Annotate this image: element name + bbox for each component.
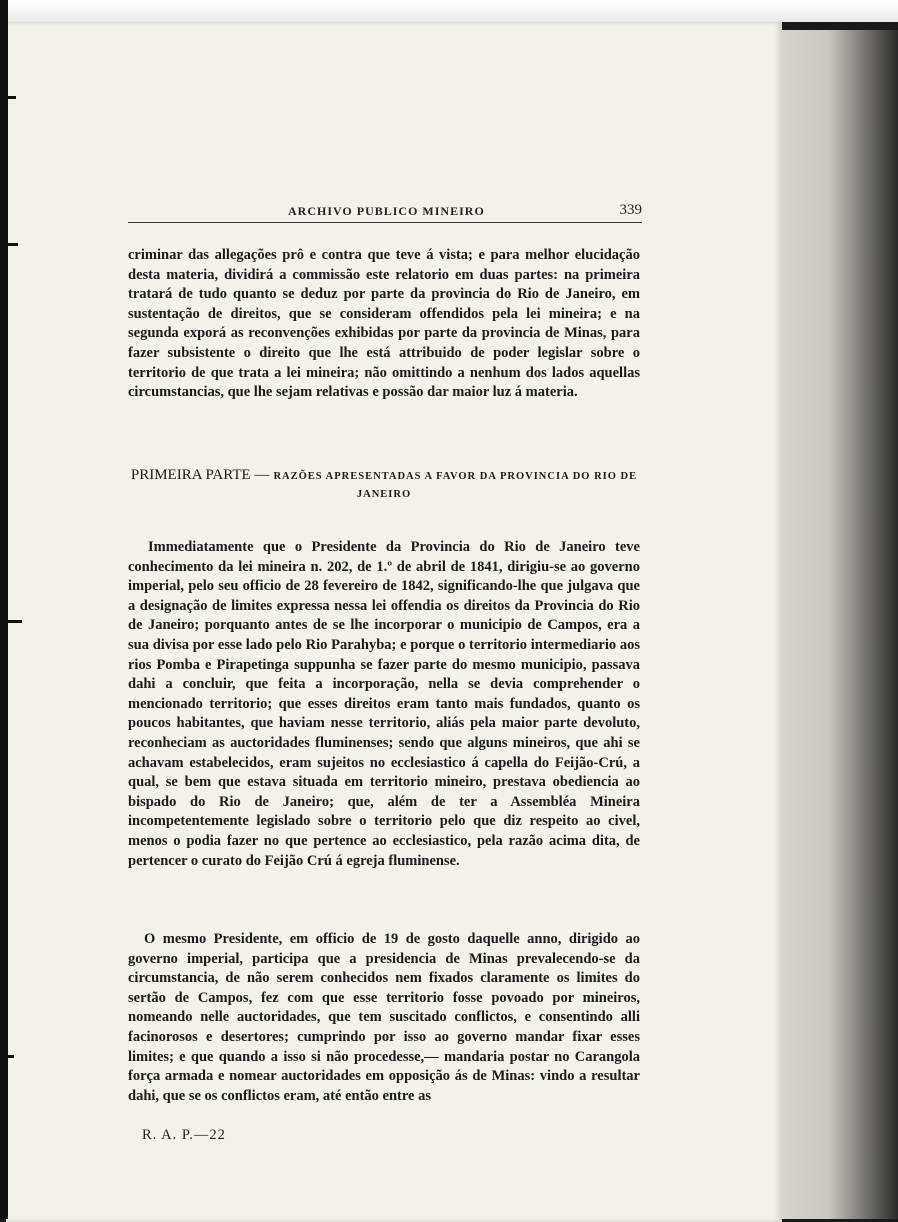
signature-mark: R. A. P.—22 bbox=[142, 1127, 226, 1143]
body-paragraph: criminar das allegações prô e contra que teve á vista; e para melhor elucidação desta materia, dividirá a commissão este relatorio em duas partes: na primeira tratará de tudo quanto se deduz por parte da provincia do Rio de Janeiro, em sustentação de direitos, que se consideram offendidos pela lei mineira; e na segunda exporá as reconvenções exhibidas por parte da provincia de Minas, para fazer subsistente o direito que lhe está attribuido de poder legislar sobre o territorio de que trata a lei mineira; não omittindo a nenhum dos lados aquellas circumstancias, que lhe sejam relativas e possão dar maior luz á materia. bbox=[128, 247, 640, 401]
scan-right-edge bbox=[782, 30, 898, 1219]
scan-top-edge bbox=[0, 0, 898, 22]
scan-left-edge bbox=[0, 0, 8, 1219]
section-heading-title: RAZÕES APRESENTADAS A FAVOR DA PROVINCIA DO RIO DE JANEIRO bbox=[273, 471, 638, 500]
margin-mark bbox=[0, 620, 22, 623]
page-header bbox=[128, 200, 642, 223]
section-heading-lead: PRIMEIRA PARTE — bbox=[130, 467, 270, 483]
margin-mark bbox=[0, 96, 16, 99]
margin-mark bbox=[0, 1055, 14, 1058]
running-title: ARCHIVO PUBLICO MINEIRO bbox=[288, 204, 485, 218]
body-paragraph: O mesmo Presidente, em officio de 19 de gosto daquelle anno, dirigido ao governo imperial, participa que a presidencia de Minas prevalecendo-se da circumstancia, de não serem conhecidos nem fixados claramente os limites do sertão de Campos, fez com que esse territorio fosse povoado por mineiros, nomeando nelle auctoridades, que tem suscitado conflictos, e consentindo alli facinorosos e desertores; cumprindo por isso ao governo mandar fixar esses limites; e que quando a isso si não procedesse,— mandaria postar no Carangola força armada e nomear auctoridades em opposição ás de Minas: vindo a resultar dahi, que se os conflictos eram, até então entre as bbox=[128, 931, 640, 1104]
margin-mark bbox=[0, 243, 18, 246]
page-number: 339 bbox=[619, 202, 642, 218]
section-heading bbox=[128, 466, 640, 502]
body-paragraph: Immediatamente que o Presidente da Provincia do Rio de Janeiro teve conhecimento da lei mineira n. 202, de 1.º de abril de 1841, dirigiu-se ao governo imperial, pelo seu officio de 28 fevereiro de 1842, significando-lhe que julgava que a designação de limites expressa nessa lei offendia os direitos da Provincia do Rio de Janeiro; porquanto antes de se lhe incorporar o municipio de Campos, era a sua divisa por esse lado pelo Rio Parahyba; e porque o territorio intermediario aos rios Pomba e Pirapetinga suppunha se fazer parte do mesmo municipio, passava dahi a concluir, que feita a incorporação, nella se devia comprehender o mencionado territorio; que esses direitos eram tanto mais fundados, quanto os poucos habitantes, que haviam nesse territorio, aliás pela maior parte devoluto, reconheciam as auctoridades fluminenses; sendo que alguns mineiros, que ahi se achavam estabelecidos, eram sujeitos no ecclesiastico á capella do Feijão-Crú, a qual, se bem que estava situada em territorio mineiro, prestava obediencia ao bispado do Rio de Janeiro; que, além de ter a Assembléa Mineira incompetentemente legislado sobre o territorio pelo que diz respeito ao civel, menos o podia fazer no que pertence ao ecclesiastico, pela razão acima dita, de pertencer o curato do Feijão Crú á egreja fluminense. bbox=[128, 539, 640, 869]
